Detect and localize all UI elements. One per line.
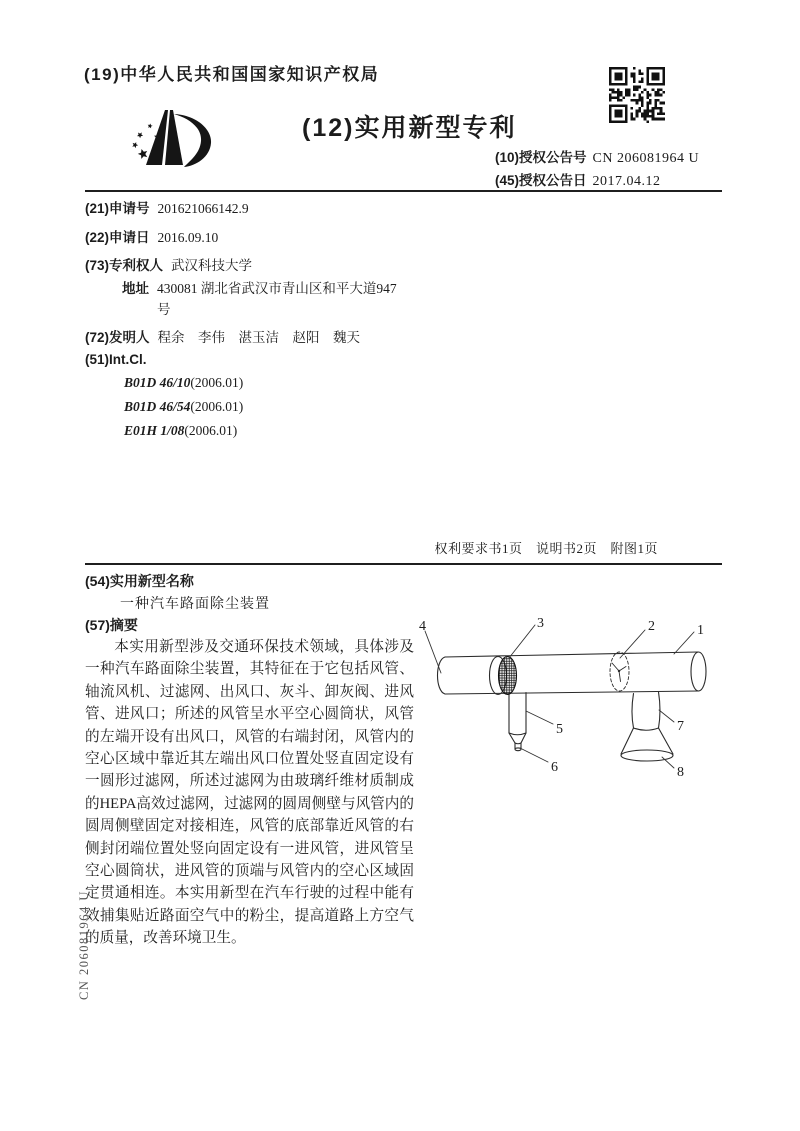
- figure-label-8: 8: [677, 765, 684, 780]
- classification-row: [124, 375, 243, 391]
- leader-line-7: [659, 710, 674, 722]
- filing-date-row: [85, 226, 218, 246]
- classification-code: B01D 46/54: [124, 399, 191, 414]
- cnipa-logo: [128, 101, 220, 173]
- pub-number-value: CN 206081964 U: [592, 151, 700, 166]
- biblio-divider: [85, 563, 722, 565]
- pub-date-value: 2017.04.12: [592, 174, 661, 189]
- figure-label-3: 3: [537, 616, 544, 631]
- figure-label-5: 5: [556, 722, 563, 737]
- leader-line-3: [509, 625, 535, 658]
- int-cl-label: (51)Int.Cl.: [85, 352, 147, 367]
- filing-date-label: (22)申请日: [85, 230, 150, 245]
- pub-date-label: (45)授权公告日: [495, 173, 587, 188]
- application-number-value: 201621066142.9: [157, 201, 249, 216]
- dust-hopper: [509, 693, 526, 744]
- application-number-row: [85, 197, 249, 217]
- filing-date-value: 2016.09.10: [157, 230, 219, 245]
- filter-mesh: [499, 657, 517, 695]
- classification-row: [124, 399, 243, 415]
- classification-version: (2006.01): [190, 399, 244, 414]
- leader-line-1: [674, 632, 694, 654]
- leader-line-4: [425, 631, 441, 673]
- side-doc-number: CN 206081964 U: [77, 890, 91, 1000]
- figure-label-2: 2: [648, 619, 655, 634]
- classification-version: (2006.01): [184, 423, 238, 438]
- air-duct-outline: [438, 652, 707, 694]
- patent-office-name: (19)中华人民共和国国家知识产权局: [84, 65, 380, 84]
- inventors-value: 程余 李伟 湛玉洁 赵阳 魏天: [157, 330, 361, 345]
- inventors-row: [85, 326, 360, 346]
- patentee-value: 武汉科技大学: [171, 258, 253, 273]
- figure-label-7: 7: [677, 719, 684, 734]
- leader-line-5: [526, 711, 553, 724]
- application-number-label: (21)申请号: [85, 201, 150, 216]
- logo-tower-right-icon: [165, 110, 183, 165]
- pages-info: 权利要求书1页 说明书2页 附图1页: [434, 541, 658, 556]
- figure-label-6: 6: [551, 760, 558, 775]
- inlet-pipe: [632, 692, 660, 730]
- int-cl-row: [85, 352, 147, 367]
- leader-line-6: [520, 748, 548, 762]
- inlet-mouth: [621, 728, 673, 761]
- classification-version: (2006.01): [190, 375, 244, 390]
- patent-figure: [412, 600, 722, 800]
- axial-fan: [610, 652, 629, 691]
- abstract-section-label: (57)摘要: [85, 617, 138, 633]
- patentee-label: (73)专利权人: [85, 258, 164, 273]
- figure-label-1: 1: [697, 623, 704, 638]
- classification-row: [124, 423, 237, 439]
- header-divider: [85, 190, 722, 192]
- pub-number-row: [495, 146, 699, 167]
- classification-code: B01D 46/10: [124, 375, 191, 390]
- pub-date-row: [495, 169, 661, 190]
- invention-title: 一种汽车路面除尘装置: [120, 597, 270, 612]
- patentee-row: [85, 254, 252, 274]
- qr-code: [609, 67, 665, 123]
- discharge-valve: [515, 743, 521, 751]
- figure-label-4: 4: [419, 619, 426, 634]
- title-section-label: (54)实用新型名称: [85, 573, 194, 589]
- address-row: [122, 277, 409, 320]
- address-label: 地址: [122, 281, 149, 296]
- doc-type-title: (12)实用新型专利: [302, 114, 517, 142]
- address-value: 430081 湖北省武汉市青山区和平大道947号: [157, 281, 397, 317]
- abstract-text: 本实用新型涉及交通环保技术领域，具体涉及一种汽车路面除尘装置，其特征在于它包括风管、轴流风机、过滤网、出风口、灰斗、卸灰阀、进风管、进风口；所述的风管呈水平空心圆筒状，风管的左端开设有出风口，风管的右端封闭，风管内的空心区域中靠近其左端出风口位置处竖直固定设有一圆形过滤网，所述过滤网为由玻璃纤维材质制成的HEPA高效过滤网，过滤网的圆周侧壁与风管内的圆周侧壁固定对接相连，风管的底部靠近风管的右侧封闭端位置处竖向固定设有一进风管，进风管呈空心圆筒状，进风管的顶端与风管内的空心区域固定贯通相连。本实用新型在汽车行驶的过程中能有效捕集贴近路面空气中的粉尘，提高道路上方空气的质量，改善环境卫生。: [85, 639, 414, 947]
- inventors-label: (72)发明人: [85, 330, 150, 345]
- pub-number-label: (10)授权公告号: [495, 150, 587, 165]
- classification-code: E01H 1/08: [124, 423, 185, 438]
